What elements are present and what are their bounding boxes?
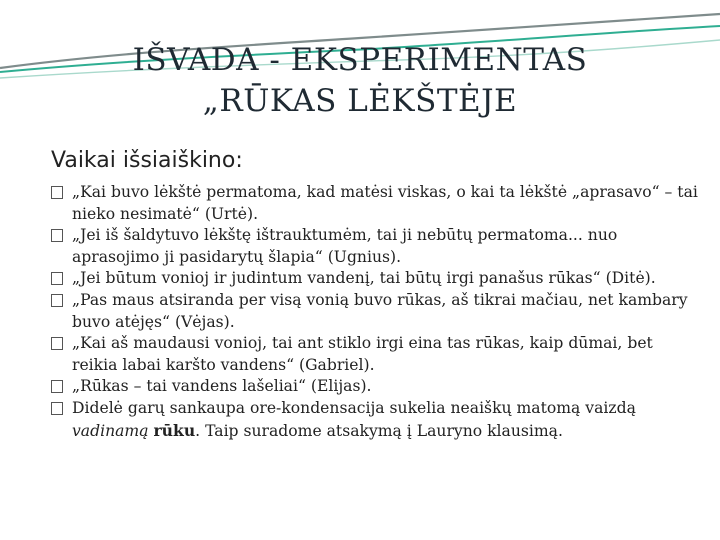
page-title — [60, 40, 660, 122]
conclusion-text-emphasis: vadinamą — [72, 421, 149, 440]
title-line-1: IŠVADA - EKSPERIMENTAS — [132, 42, 588, 78]
bullet-item-conclusion — [51, 398, 701, 442]
bullet-text: „Pas maus atsiranda per visą vonią buvo rūkas, aš tikrai mačiau, net kambary buvo atėjęs“ (Vėjas). — [72, 290, 688, 331]
bullet-item — [51, 290, 701, 333]
subtitle: Vaikai išsiaiškino: — [51, 148, 243, 173]
bullet-list — [51, 182, 701, 442]
bullet-text: „Kai buvo lėkštė permatoma, kad matėsi viskas, o kai ta lėkštė „aprasavo“ – tai nieko nesimatė“ (Urtė). — [72, 183, 698, 223]
conclusion-text-start: Didelė garų sankaupa ore-kondensacija sukelia neaiškų matomą vaizdą — [72, 398, 636, 417]
bullet-item — [51, 225, 701, 268]
box-glyph-icon — [51, 272, 63, 285]
box-glyph-icon — [51, 402, 63, 415]
bullet-text: „Jei būtum vonioj ir judintum vandenį, tai būtų irgi panašus rūkas“ (Ditė). — [72, 269, 656, 288]
box-glyph-icon — [51, 337, 63, 350]
box-glyph-icon — [51, 186, 63, 199]
bullet-item — [51, 376, 701, 398]
bullet-item — [51, 333, 701, 376]
box-glyph-icon — [51, 294, 63, 307]
conclusion-text-bold: rūku — [153, 420, 196, 440]
box-glyph-icon — [51, 229, 63, 242]
bullet-item — [51, 268, 701, 290]
bullet-item — [51, 182, 701, 225]
bullet-text: „Kai aš maudausi vonioj, tai ant stiklo irgi eina tas rūkas, kaip dūmai, bet reikia labai karšto vandens“ (Gabriel). — [72, 334, 653, 374]
bullet-text: „Jei iš šaldytuvo lėkštę ištrauktumėm, tai ji nebūtų permatoma... nuo aprasojimo ji pasidarytų šlapia“ (Ugnius). — [72, 226, 618, 266]
title-line-2: „RŪKAS LĖKŠTĖJE — [202, 83, 518, 119]
bullet-text: „Rūkas – tai vandens lašeliai“ (Elijas). — [72, 377, 372, 396]
conclusion-text-end: . Taip suradome atsakymą į Lauryno klausimą. — [195, 421, 563, 440]
box-glyph-icon — [51, 380, 63, 393]
